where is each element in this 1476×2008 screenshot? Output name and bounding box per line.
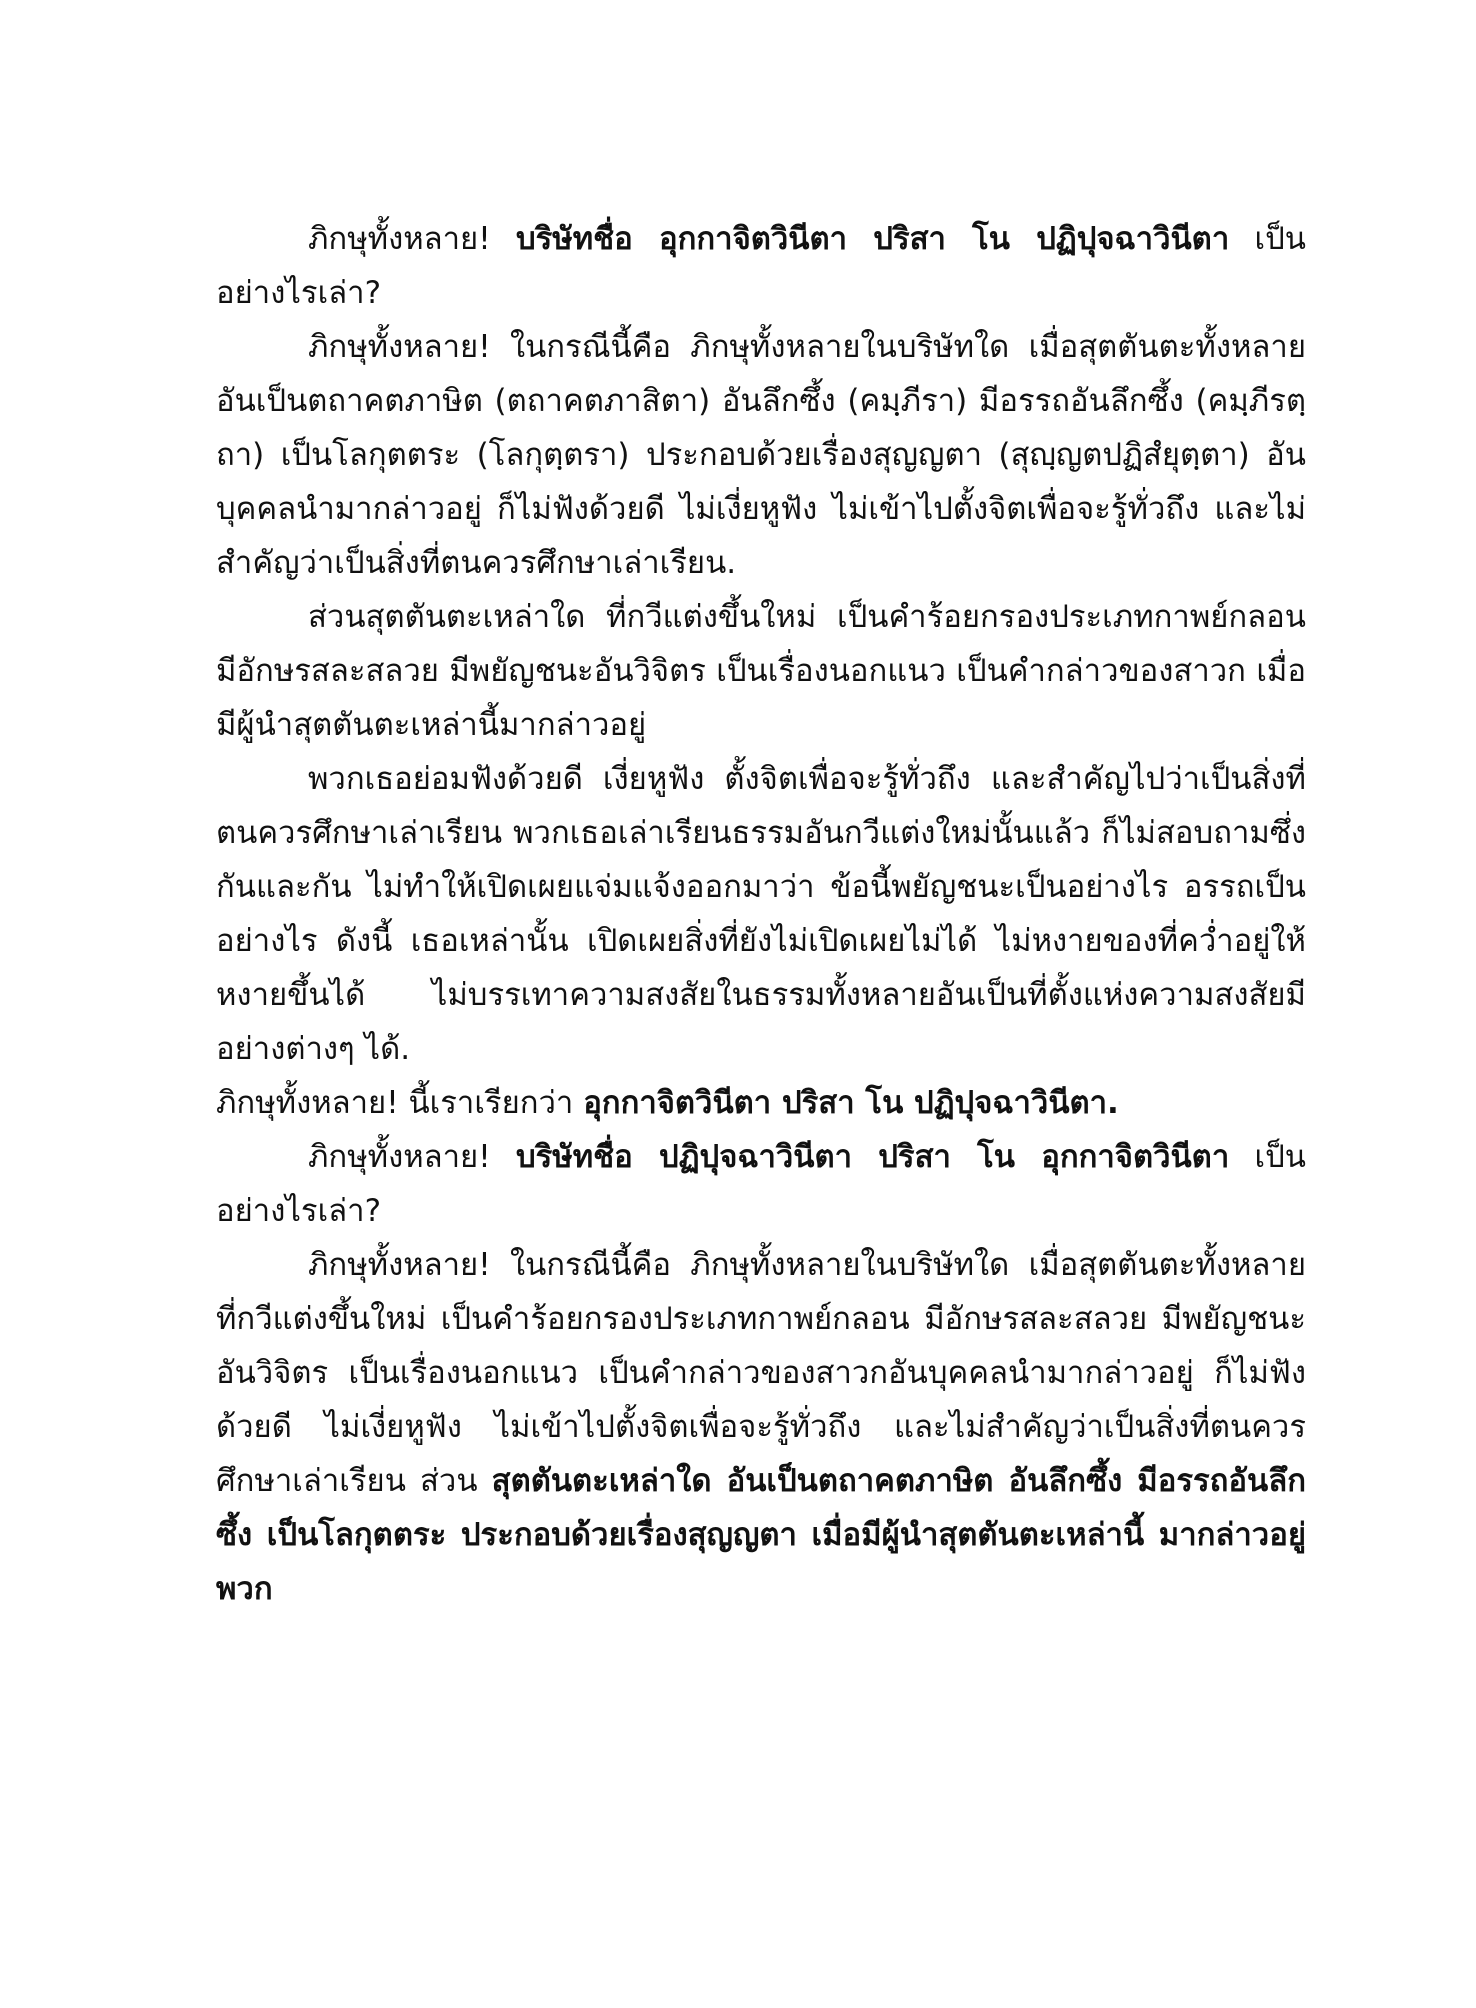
paragraph-conclusion-1 <box>216 1076 1306 1130</box>
paragraph-listening <box>216 752 1306 1076</box>
paragraph-new-poetry <box>216 590 1306 752</box>
paragraph-question-1 <box>216 212 1306 320</box>
bold-emphasis-text: สุตตันตะเหล่าใด อันเป็นตถาคตภาษิต อันลึกซึ้ง มีอรรถอันลึกซึ้ง เป็นโลกุตตระ ประกอบด้วยเรื่องสุญญตา เมื่อมีผู้นำสุตตันตะเหล่านี้ มากล่าวอยู่ พวก <box>216 1463 1306 1607</box>
paragraph-text: พวกเธอย่อมฟังด้วยดี เงี่ยหูฟัง ตั้งจิตเพื่อจะรู้ทั่วถึง และสำคัญไปว่าเป็นสิ่งที่ตนควรศึกษาเล่าเรียน พวกเธอเล่าเรียนธรรมอันกวีแต่งใหม่นั้นแล้ว ก็ไม่สอบถามซึ่งกันและกัน ไม่ทำให้เปิดเผยแจ่มแจ้งออกมาว่า ข้อนี้พยัญชนะเป็นอย่างไร อรรถเป็นอย่างไร ดังนี้ เธอเหล่านั้น เปิดเผยสิ่งที่ยังไม่เปิดเผยไม่ได้ ไม่หงายของที่คว่ำอยู่ให้หงายขึ้นได้ ไม่บรรเทาความสงสัยในธรรมทั้งหลายอันเป็นที่ตั้งแห่งความสงสัยมีอย่างต่างๆ ได้. <box>216 761 1306 1067</box>
paragraph-text: เป็นอย่างไรเล่า? <box>216 221 1306 311</box>
paragraph-text: ภิกษุทั้งหลาย! ในกรณีนี้คือ ภิกษุทั้งหลายในบริษัทใด เมื่อสุตตันตะทั้งหลาย อันเป็นตถาคตภาษิต (ตถาคตภาสิตา) อันลึกซึ้ง (คมฺภีรา) มีอรรถอันลึกซึ้ง (คมฺภีรตฺถา) เป็นโลกุตตระ (โลกุตฺตรา) ประกอบด้วยเรื่องสุญญตา (สุญฺญตปฏิสํยุตฺตา) อันบุคคลนำมากล่าวอยู่ ก็ไม่ฟังด้วยดี ไม่เงี่ยหูฟัง ไม่เข้าไปตั้งจิตเพื่อจะรู้ทั่วถึง และไม่สำคัญว่าเป็นสิ่งที่ตนควรศึกษาเล่าเรียน. <box>216 329 1306 581</box>
paragraph-text: ภิกษุทั้งหลาย! ในกรณีนี้คือ ภิกษุทั้งหลายในบริษัทใด เมื่อสุตตันตะทั้งหลาย ที่กวีแต่งขึ้นใหม่ เป็นคำร้อยกรองประเภทกาพย์กลอน มีอักษรสละสลวย มีพยัญชนะอันวิจิตร เป็นเรื่องนอกแนว เป็นคำกล่าวของสาวกอันบุคคลนำมากล่าวอยู่ ก็ไม่ฟังด้วยดี ไม่เงี่ยหูฟัง ไม่เข้าไปตั้งจิตเพื่อจะรู้ทั่วถึง และไม่สำคัญว่าเป็นสิ่งที่ตนควรศึกษาเล่าเรียน ส่วน <box>216 1247 1306 1499</box>
bold-heading-text: บริษัทชื่อ อุกกาจิตวินีตา ปริสา โน ปฏิปุจฉาวินีตา <box>515 221 1230 257</box>
paragraph-text: ภิกษุทั้งหลาย! <box>308 1139 516 1175</box>
paragraph-text: ส่วนสุตตันตะเหล่าใด ที่กวีแต่งขึ้นใหม่ เป็นคำร้อยกรองประเภทกาพย์กลอน มีอักษรสละสลวย มีพยัญชนะอันวิจิตร เป็นเรื่องนอกแนว เป็นคำกล่าวของสาวก เมื่อมีผู้นำสุตตันตะเหล่านี้มากล่าวอยู่ <box>216 599 1306 743</box>
paragraph-question-2 <box>216 1130 1306 1238</box>
body-text <box>216 212 1306 1616</box>
paragraph-explanation-1 <box>216 320 1306 590</box>
paragraph-text: ภิกษุทั้งหลาย! <box>308 221 516 257</box>
paragraph-text: เป็นอย่างไรเล่า? <box>216 1139 1306 1229</box>
paragraph-text: ภิกษุทั้งหลาย! นี้เราเรียกว่า <box>216 1085 584 1121</box>
paragraph-explanation-2 <box>216 1238 1306 1616</box>
bold-term-text: อุกกาจิตวินีตา ปริสา โน ปฏิปุจฉาวินีตา. <box>583 1085 1119 1121</box>
bold-heading-text: บริษัทชื่อ ปฏิปุจฉาวินีตา ปริสา โน อุกกาจิตวินีตา <box>515 1139 1230 1175</box>
